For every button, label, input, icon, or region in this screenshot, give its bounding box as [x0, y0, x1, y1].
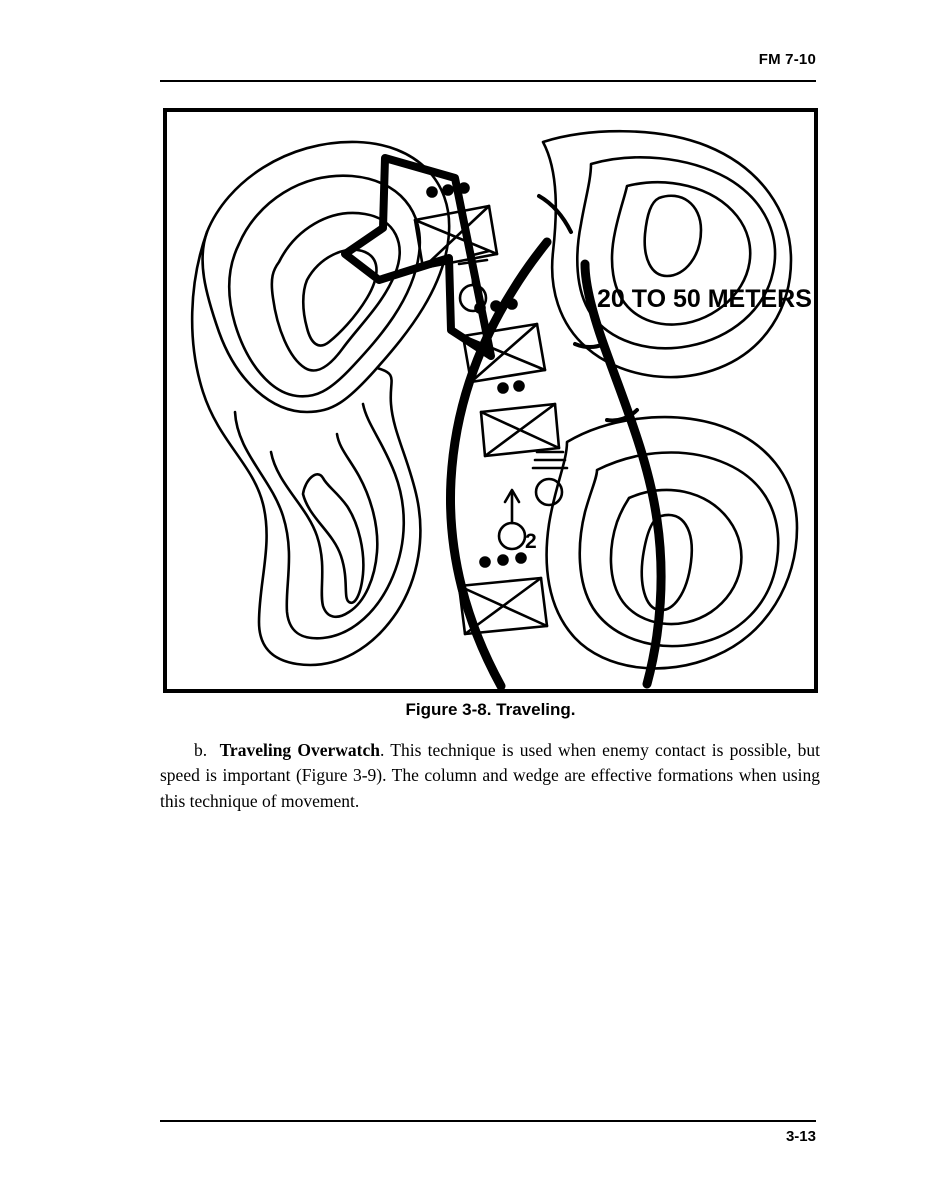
contour-lower-right-core — [642, 515, 692, 610]
figure-annotation-meters: 20 TO 50 METERS — [597, 285, 812, 313]
contour-upper-right-mid — [577, 157, 775, 348]
figure-traveling — [163, 108, 818, 693]
footer-page-number: 3-13 — [785, 1128, 816, 1145]
fire-team-wedge-symbol-third — [481, 382, 559, 457]
contour-upper-right-core — [645, 196, 701, 276]
contour-lower-right-mid — [580, 453, 778, 647]
contour-upper-right-outer — [543, 131, 791, 377]
paragraph-letter: b. — [194, 740, 208, 760]
header-divider — [160, 80, 816, 82]
footer-divider — [160, 1120, 816, 1122]
contour-left-ridge-outer — [192, 232, 420, 665]
contour-upper-left-mid — [229, 176, 420, 397]
figure-illustration — [167, 112, 814, 689]
figure-caption: Figure 3-8. Traveling. — [405, 700, 576, 719]
platoon-leader-symbol — [499, 490, 537, 553]
contour-upper-left-inner — [272, 213, 400, 371]
contour-upper-left-outer — [203, 142, 450, 412]
paragraph-text: . This technique is used when enemy contact is possible, but speed is important (Figure 3-9). The column and wedge are effective formations when using this technique of movement. — [160, 740, 820, 811]
contour-left-ridge-core — [303, 474, 363, 602]
body-paragraph — [160, 738, 820, 814]
boundary-tick-mid — [575, 344, 604, 347]
machine-gun-symbol — [533, 452, 567, 505]
paragraph-title: Traveling Overwatch — [219, 740, 381, 760]
svg-text:2: 2 — [525, 530, 537, 553]
header-manual-id: FM 7-10 — [758, 51, 816, 68]
contour-lower-right-outer — [547, 417, 797, 668]
contour-upper-left-core — [303, 250, 376, 346]
